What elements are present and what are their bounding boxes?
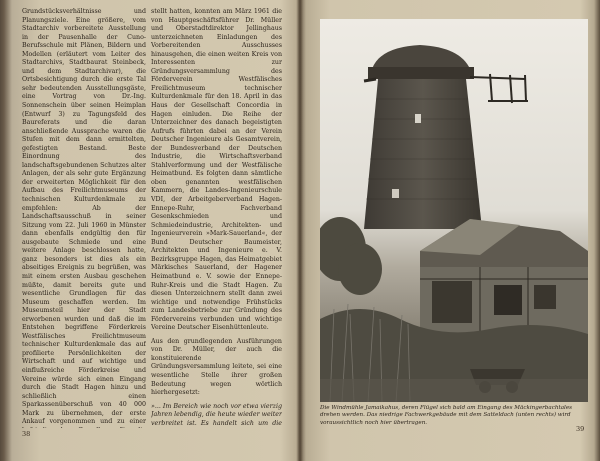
windmill-illustration (320, 19, 588, 402)
book-gutter (297, 0, 303, 461)
page-number-right: 39 (576, 425, 585, 433)
paragraph: Grundstücksverhältnisse und Planungsziele. Eine größere, vom Stadtarchiv vorbereitete Ausstellung in der Pausenhalle der Cuno-Berufsschule mit Plänen, Bildern und Modellen (erläutert vom Leiter des Stadtarchivs, Stadtbaurat Steinbeck, und dem Stadtarchivar), die Ortsbesichtigung durch die erste Tal sehr bedeutenden Ausstellungsgäste, eine Vortrag von Dr.-Ing. Sonnenschein über seinen Heimplan (Entwurf 3) zu Tagungsfeld des Baureferats und die daran anschließende Aussprache waren die Stufen mit dem dann ermittelten, gefestigten Bestand. Beste Einordnung des landschaftsgebundenen Schutzes alter Anlagen, der als sehr gute Ergänzung der erweiterten Möglichkeit für den Aufbau des Freilichtmuseums der technischen Kulturdenkmale zu empfehlen: Ab der Landschaftsausschuß in seiner Sitzung vom 22. Juli 1960 in Münster dann ebenfalls endgültig den für ausgebaute Schmiede und eine weitere Anlage beschlossen hatte, ganz besonders ist dies als ein abseitiges Ereignis zu begrüßen, was mit einem ersten Ausbau geschehen müßte, damit bereits gute und wesentliche Grundlagen für das Museum geschaffen werden. Im Museumsteil hier der Stadt erworbenen wurden und daß die im Entstehen begriffene Förderkreis Westfälisches Freilichtmuseum technischer Kulturdenkmale das auf profilierte Persönlichkeiten der Wirtschaft und auf wichtige und einflußreiche Förderkreise und Vereine würde sich einen Eingang durch die Stadt Hagen hinzu und schließlich einen Sparkassenüberschuß von 40 000 Mark zu übernehmen, der erste Ankauf vorgenommen und zu einer (22, 8, 146, 426)
paragraph: stellt hatten, konnten am März 1961 die von Hauptgeschäftsführer Dr. Müller und Oberstadtdirektor Jellinghaus unterzeichneten Einladungen des Vorbereitenden Ausschusses hinausgehen, die einen weiten Kreis von Interessenten zur Gründungsversammlung des Förderverein Westfälisches Freilichtmuseum technischer Kulturdenkmale für den 18. April in das Haus der Gesellschaft Concordia in Hagen einluden. Die Reihe der Unterzeichner des danach begeistigten Aufrufs führten dabei an der Verein Deutscher Ingenieure als Gesamtverein, der Bundesverband der Deutschen Industrie, die Wirtschaftsverband Stahlverformung und der Westfälische Heimatbund. Es folgten dann sämtliche oben genannten westfälischen Kammern, die Landes-Ingenieurschule VDI, der Arbeitgeberverband Hagen-Ennepe-Ruhr, Fachverband Gesenkschmieden und Schmiedeindustrie, Architekten- und Ingenieurverein »Mark-Sauerland«, der Bund Deutscher Baumeister, Architekten und Ingenieure e. V. Bezirksgruppe Hagen, das Heimatgebiet Märkisches Sauerland, der Hagener Heimatbund e. V. sowie der Ennepe-Ruhr-Kreis und die Stadt Hagen. Zu diesen Unterzeichnern stellt dann zwei wichtige und notwendige Frühstücks zum Landesbetriebe zur Gründung des Fördervereins verbunden und wichtige Vereine Deutscher Eisenhüttenleute. (151, 8, 282, 332)
left-page-column-2 (151, 8, 282, 428)
left-page-column-1 (22, 8, 146, 428)
windmill-photo (320, 19, 588, 402)
photo-caption: Die Windmühle Jamaikahus, deren Flügel sich bald am Eingang des Mäckingerbachtales drehen werden. Das niedrige Fachwerkgebäude mit dem Satteldach (unten rechts) wird voraussichtlich noch hier übertragen. (320, 405, 573, 426)
quote-paragraph: »... Im Bereich wie noch vor etwa vierzig Jahren lebendig, die heute wieder weiter verbreitet ist. Es handelt sich um die (151, 402, 282, 427)
paragraph: Aus den grundlegenden Ausführungen von Dr. Müller, der auch die konstituierende Gründungsversammlung leitete, sei eine wesentliche Stelle ihrer großen Bedeutung wegen wörtlich hierhergesetzt: (151, 337, 282, 397)
page-number-left: 38 (22, 430, 31, 438)
